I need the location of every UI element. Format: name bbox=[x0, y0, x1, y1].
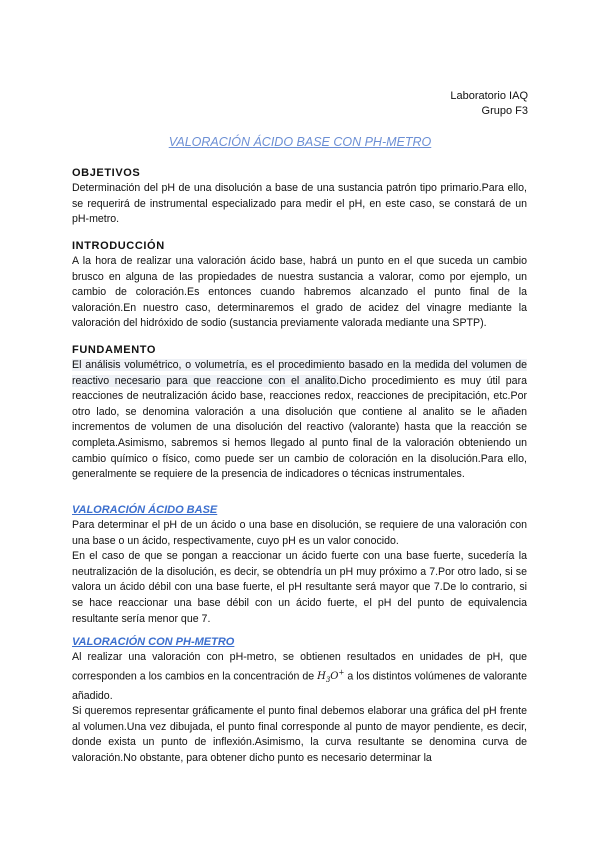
heading-valoracion-acido-base: VALORACIÓN ÁCIDO BASE bbox=[72, 504, 218, 516]
heading-fundamento: FUNDAMENTO bbox=[72, 344, 157, 356]
fundamento-highlight: El análisis volumétrico, o volumetría, es el procedimiento basado en la medida del volumen de reactivo necesario para que reaccione con el analito. bbox=[72, 359, 527, 387]
document-title: VALORACIÓN ÁCIDO BASE CON PH-METRO bbox=[168, 135, 432, 149]
header-lab-name: Laboratorio IAQ bbox=[450, 90, 528, 102]
ph-metro-text-b: a los distintos volúmenes de valorante añadido. bbox=[72, 669, 528, 702]
para-introduccion: A la hora de realizar una valoración ácido base, habrá un punto en el que suceda un cambio brusco en alguna de las propiedades de nuestra sustancia a valorar, como por ejemplo, un cambio de coloración.Es entonces cuando habremos alcanzado el punto final de la valoración.En nuestro caso, determinaremos el grado de acidez del vinagre mediante la valoración del hidróxido de sodio (sustancia previamente valorada mediante una SPTP). bbox=[72, 255, 527, 330]
heading-introduccion: INTRODUCCIÓN bbox=[72, 240, 165, 252]
para-valoracion-ph-metro-1 bbox=[72, 650, 527, 704]
section-objetivos bbox=[72, 166, 527, 228]
para-valoracion-ph-metro-2: Si queremos representar gráficamente el punto final debemos elaborar una gráfica del pH frente al volumen.Una vez dibujada, el punto final corresponde al punto de mayor pendiente, es decir, donde exista un punto de inflexión.Asimismo, la curva resultante se denomina curva de valoración.No obstante, para obtener dicho punto es necesario determinar la bbox=[72, 705, 527, 764]
para-objetivos: Determinación del pH de una disolución a base de una sustancia patrón tipo primario.Para ello, se requerirá de instrumental especializado para medir el pH, en este caso, se constará de un pH-metro. bbox=[72, 182, 527, 226]
page-header bbox=[450, 89, 528, 119]
heading-objetivos: OBJETIVOS bbox=[72, 167, 141, 179]
para-valoracion-acido-base-2: En el caso de que se pongan a reaccionar un ácido fuerte con una base fuerte, sucedería la neutralización de la disolución, es decir, se obtendría un pH muy próximo a 7.Por otro lado, si se valora un ácido débil con una base fuerte, el pH resultante será mayor que 7.De lo contrario, si se hace reaccionar una base débil con un ácido fuerte, el pH del punto de equivalencia resultante sería menor que 7. bbox=[72, 550, 527, 625]
para-fundamento bbox=[72, 358, 527, 483]
section-valoracion-acido-base bbox=[72, 503, 527, 627]
hydronium-formula: $H_3O^+$ bbox=[317, 668, 345, 684]
section-fundamento bbox=[72, 343, 527, 483]
section-introduccion bbox=[72, 239, 527, 332]
heading-valoracion-ph-metro: VALORACIÓN CON PH-METRO bbox=[72, 636, 235, 648]
ph-metro-text-a: Al realizar una valoración con pH-metro, se obtienen resultados en unidades de pH, que corresponden a los cambios en la concentración de bbox=[72, 651, 527, 682]
header-group: Grupo F3 bbox=[481, 105, 528, 117]
fundamento-text: Dicho procedimiento es muy útil para reacciones de neutralización ácido base, reacciones redox, reacciones de precipitación, etc.Por otro lado, se denomina valoración a una disolución que contiene al analito se le añaden incrementos de volumen de una disolución del reactivo (valorante) hasta que la reacción se completa.Asimismo, sabremos si hemos llegado al punto final de la valoración obteniendo un cambio químico o físico, como puede ser un cambio de coloración en la disolución.Para ello, generalmente se requiere de la presencia de indicadores o técnicas instrumentales. bbox=[72, 374, 527, 481]
section-valoracion-ph-metro bbox=[72, 635, 527, 766]
para-valoracion-acido-base-1: Para determinar el pH de un ácido o una base en disolución, se requiere de una valoración con una base o un ácido, respectivamente, cuyo pH es un valor conocido. bbox=[72, 519, 527, 547]
